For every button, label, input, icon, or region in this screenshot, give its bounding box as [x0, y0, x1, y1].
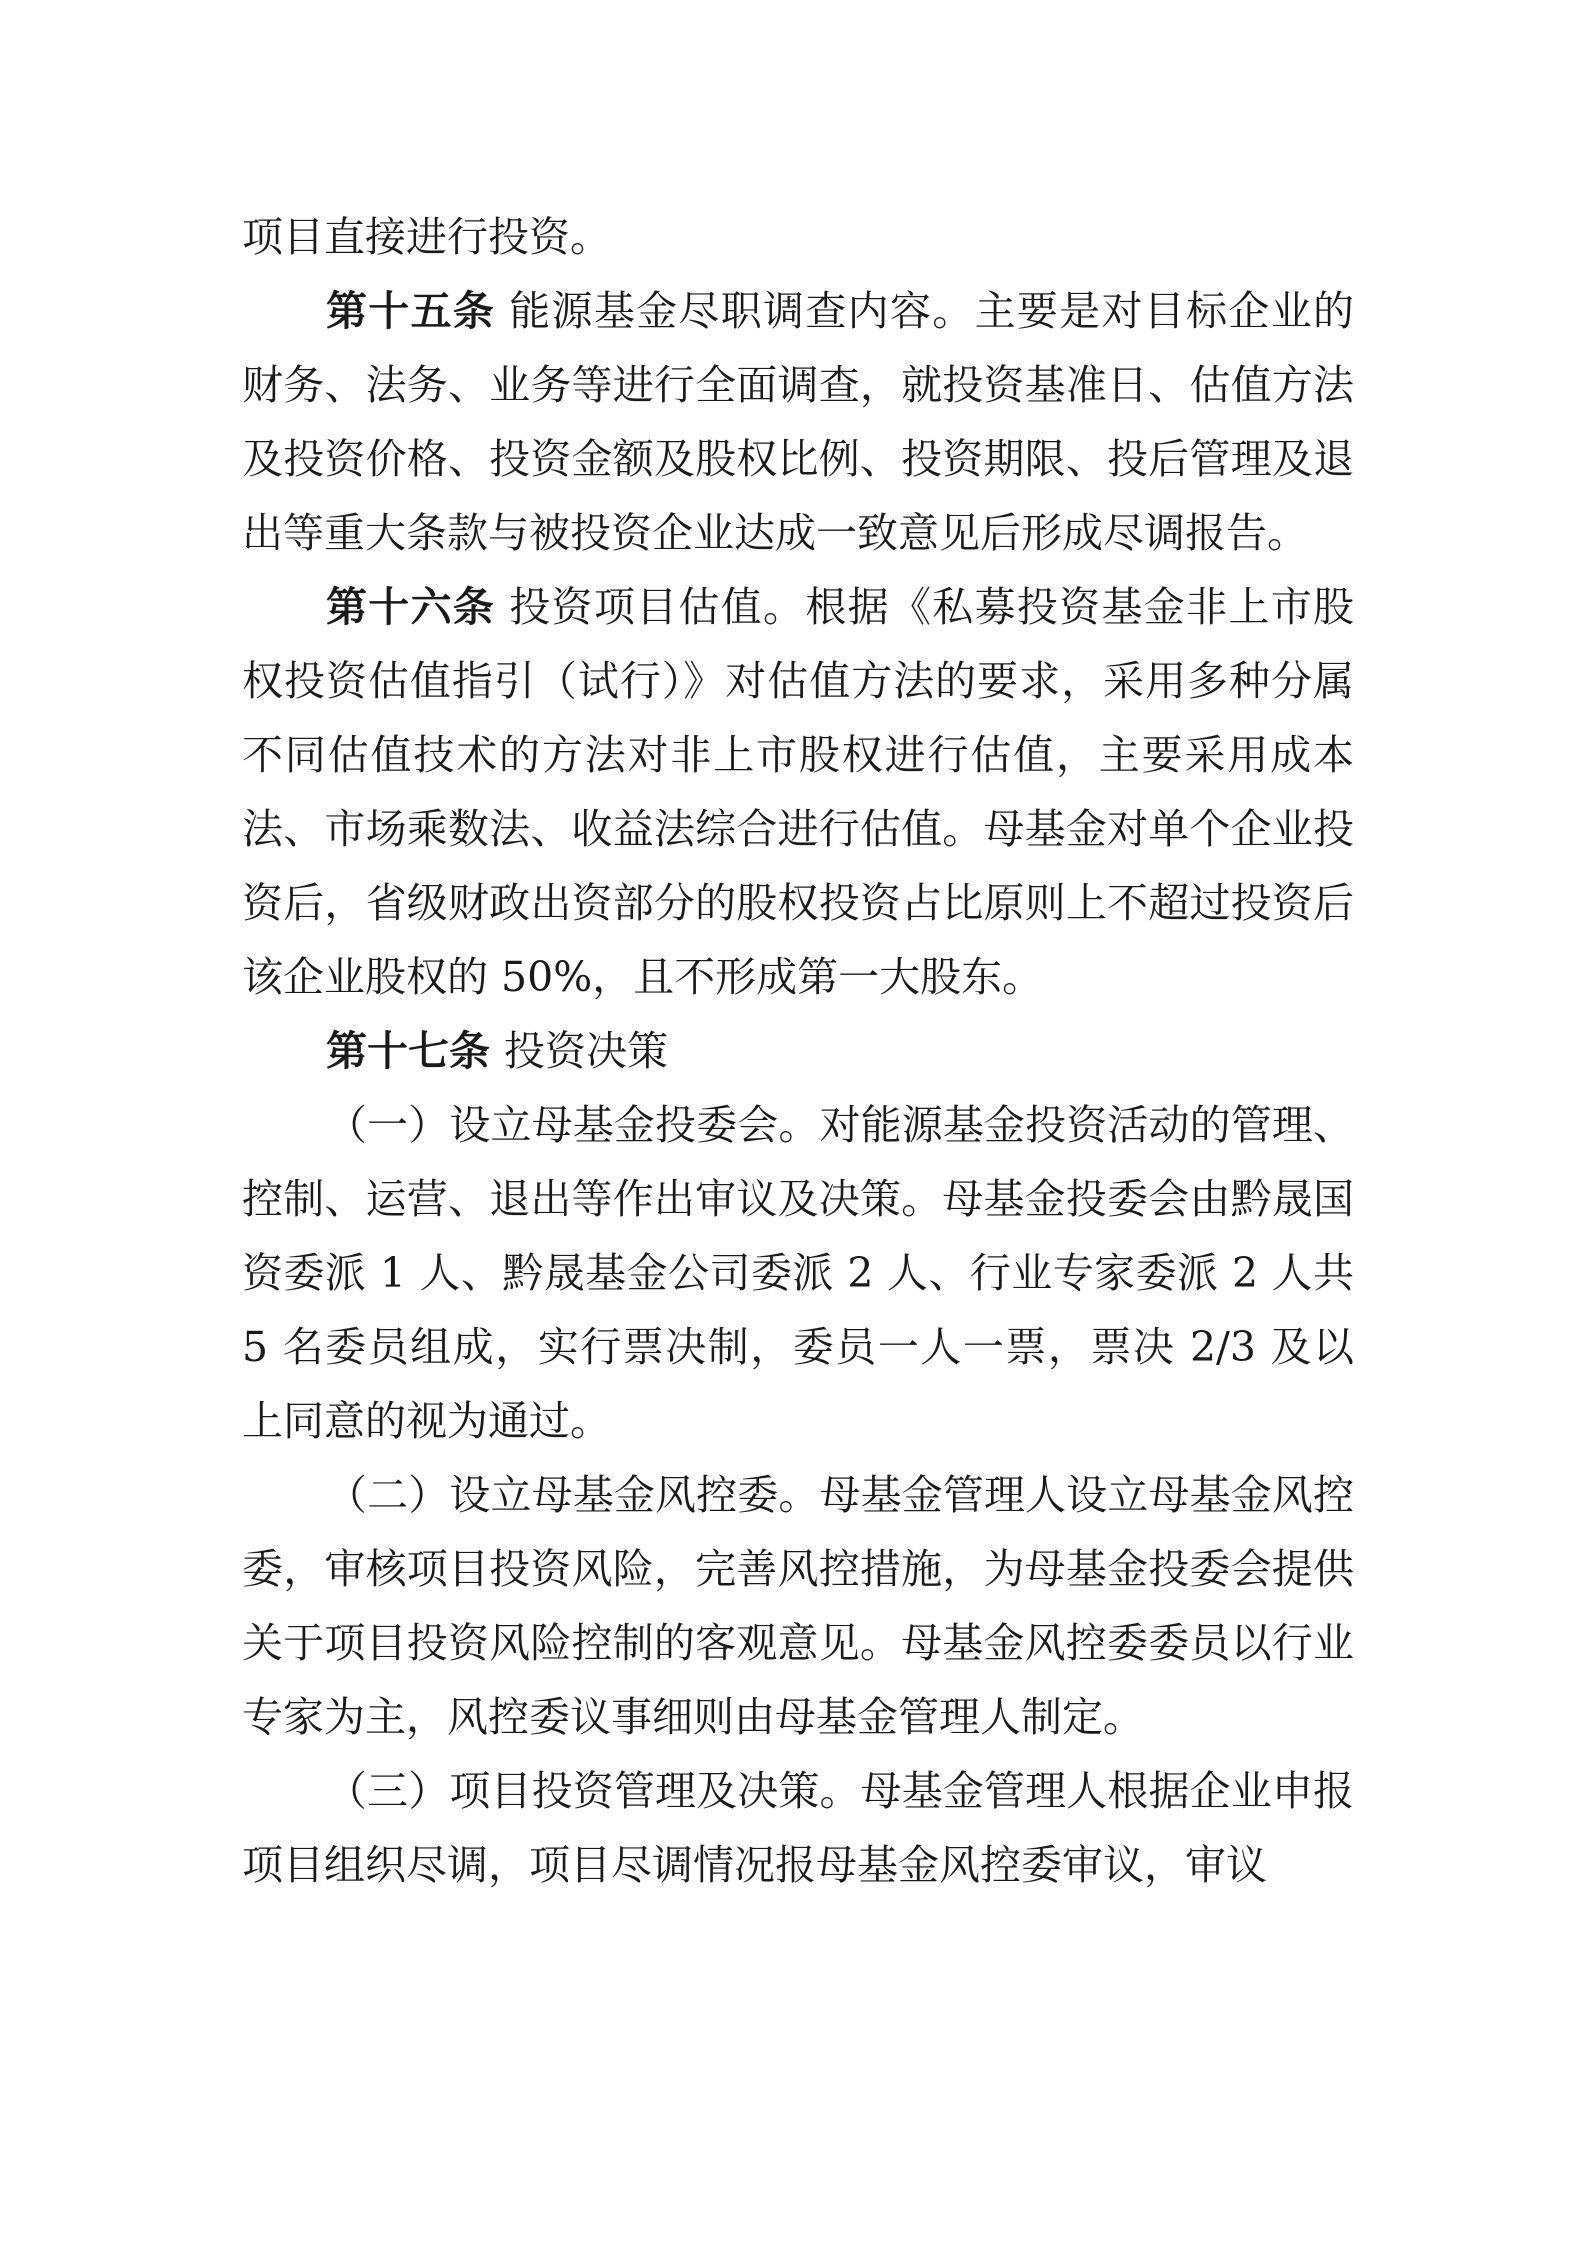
paragraph-text: （二）设立母基金风控委。母基金管理人设立母基金风控委，审核项目投资风险，完善风控措施，为母基金投委会提供关于项目投资风险控制的客观意见。母基金风控委委员以行业专家为主，风控委议事细则由母基金管理人制定。 — [242, 1471, 1354, 1741]
paragraph-text: （三）项目投资管理及决策。母基金管理人根据企业申报项目组织尽调，项目尽调情况报母基金风控委审议，审议 — [242, 1767, 1354, 1889]
article-17-item-2 — [242, 1458, 1354, 1754]
article-17-item-1 — [242, 1088, 1354, 1458]
article-17 — [242, 1014, 1354, 1088]
paragraph-text: （一）设立母基金投委会。对能源基金投资活动的管理、控制、运营、退出等作出审议及决策。母基金投委会由黔晟国资委派 1 人、黔晟基金公司委派 2 人、行业专家委派 2 人共 5 名委员组成，实行票决制，委员一人一票，票决 2/3 及以上同意的视为通过。 — [242, 1101, 1354, 1445]
article-16 — [242, 570, 1354, 1014]
article-heading: 第十五条 — [326, 287, 496, 335]
paragraph-continuation — [242, 200, 1354, 274]
document-body — [242, 200, 1354, 1902]
article-heading: 第十六条 — [326, 583, 496, 631]
paragraph-text: 投资决策 — [504, 1027, 668, 1075]
paragraph-text: 项目直接进行投资。 — [242, 213, 611, 261]
article-heading: 第十七条 — [326, 1027, 490, 1075]
paragraph-text: 投资项目估值。根据《私募投资基金非上市股权投资估值指引（试行）》对估值方法的要求，采用多种分属不同估值技术的方法对非上市股权进行估值，主要采用成本法、市场乘数法、收益法综合进行估值。母基金对单个企业投资后，省级财政出资部分的股权投资占比原则上不超过投资后该企业股权的 50%，且不形成第一大股东。 — [242, 583, 1354, 1001]
paragraph-text: 能源基金尽职调查内容。主要是对目标企业的财务、法务、业务等进行全面调查，就投资基准日、估值方法及投资价格、投资金额及股权比例、投资期限、投后管理及退出等重大条款与被投资企业达成一致意见后形成尽调报告。 — [242, 287, 1354, 557]
article-17-item-3 — [242, 1754, 1354, 1902]
article-15 — [242, 274, 1354, 570]
